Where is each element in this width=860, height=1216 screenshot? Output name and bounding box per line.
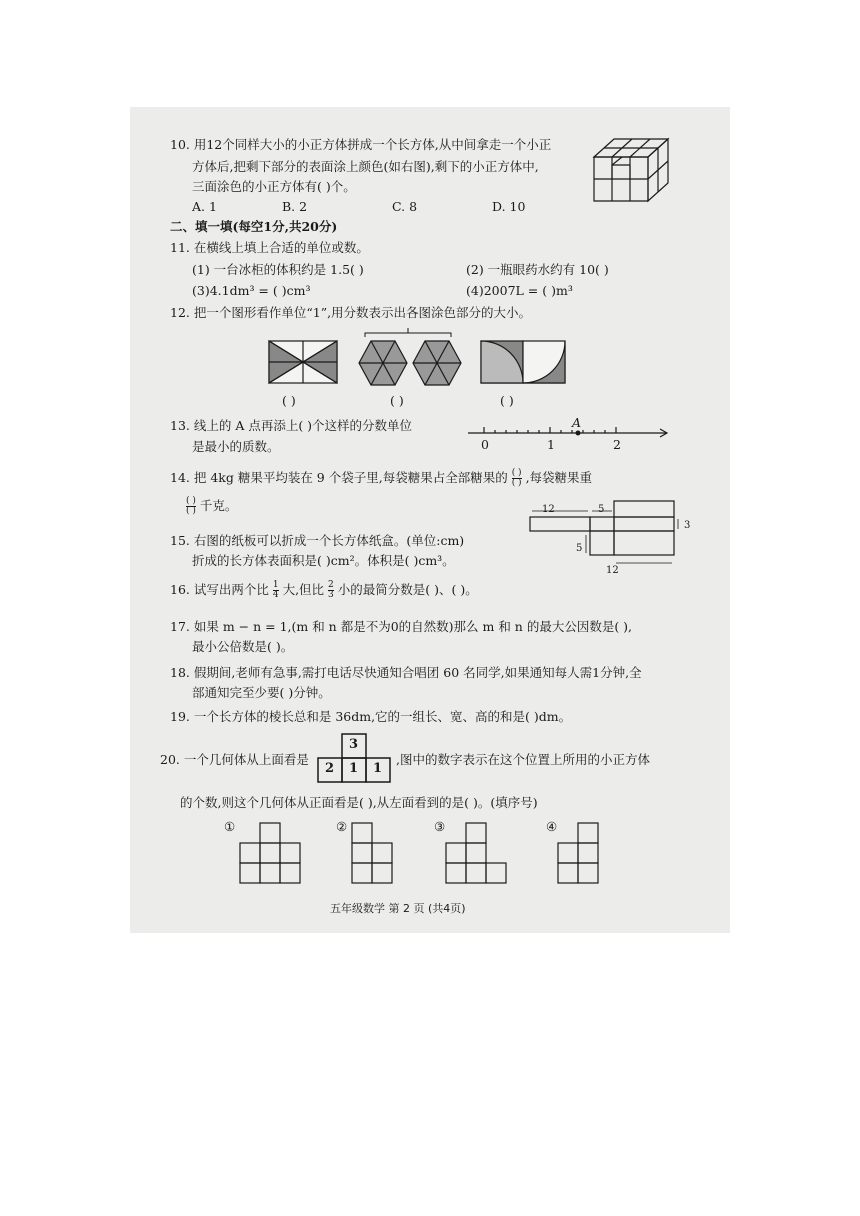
q15-label-12-top: 12: [542, 504, 555, 515]
q17-line1: 17. 如果 m − n = 1,(m 和 n 都是不为0的自然数)那么 m 和 n 的最大公因数是( ),: [170, 619, 633, 634]
q11-item3: (3)4.1dm³ = ( )cm³: [192, 283, 311, 298]
q20-text-a: 20. 一个几何体从上面看是: [160, 752, 309, 767]
q16-fraction-one-quarter: $\frac{1}{4}$: [272, 580, 279, 600]
q16-line: 16. 试写出两个比 $\frac{1}{4}$ 大,但比 $\frac{2}{3}$ 小的最简分数是( )、( )。: [170, 580, 478, 600]
q14-fraction-blank-2: $\frac{( )}{( )}$: [186, 496, 196, 516]
q14-line2-end: 千克。: [199, 498, 238, 513]
page-footer: 五年级数学 第 2 页 (共4页): [330, 902, 466, 915]
q20-grid-3: 3: [349, 737, 359, 752]
q14-fraction-blank-1: $\frac{( )}{( )}$: [511, 468, 522, 488]
q15-label-5-left: 5: [576, 543, 583, 554]
q14-line1-text: 14. 把 4kg 糖果平均装在 9 个袋子里,每袋糖果占全部糖果的: [170, 470, 508, 485]
cuboid-figure: [592, 135, 672, 205]
q19-line1: 19. 一个长方体的棱长总和是 36dm,它的一组长、宽、高的和是( )dm。: [170, 709, 572, 724]
q11-item4: (4)2007L = ( )m³: [466, 283, 573, 298]
section2-title: 二、填一填(每空1分,共20分): [170, 219, 338, 234]
q10-line2: 方体后,把剩下部分的表面涂上颜色(如右图),剩下的小正方体中,: [192, 159, 539, 174]
q10-option-a: A. 1: [192, 199, 217, 214]
q12-blank1: ( ): [282, 393, 296, 408]
q20-option-2-label: ②: [336, 819, 348, 834]
q20-option-3-label: ③: [434, 819, 446, 834]
q20-text-b: ,图中的数字表示在这个位置上所用的小正方体: [396, 752, 650, 767]
q15-label-12-bottom: 12: [606, 565, 619, 576]
q11-item1: (1) 一台冰柜的体积约是 1.5( ): [192, 262, 364, 277]
q15-label-5-top: 5: [598, 504, 605, 515]
q13-line1: 13. 线上的 A 点再添上( )个这样的分数单位: [170, 418, 413, 433]
q20-option-1-figure: [240, 821, 302, 885]
q15-label-3: 3: [684, 520, 691, 531]
q12-blank3: ( ): [500, 393, 514, 408]
q11-stem: 11. 在横线上填上合适的单位或数。: [170, 240, 369, 255]
q20-grid-1b: 1: [373, 761, 383, 776]
q12-figures: [267, 331, 577, 391]
q13-axis-1: 1: [547, 437, 555, 452]
q17-line2: 最小公倍数是( )。: [192, 639, 294, 654]
q10-option-c: C. 8: [392, 199, 418, 214]
q13-axis-a: A: [572, 415, 582, 430]
q20-option-4-figure: [558, 821, 602, 885]
q12-blank2: ( ): [390, 393, 404, 408]
q18-line2: 部通知完至少要( )分钟。: [192, 685, 331, 700]
q11-item2: (2) 一瓶眼药水约有 10( ): [466, 262, 609, 277]
q20-grid-2: 2: [325, 761, 335, 776]
q15-line2: 折成的长方体表面积是( )cm²。体积是( )cm³。: [192, 553, 455, 568]
q14-line2: [186, 497, 237, 516]
q13-axis-0: 0: [481, 437, 489, 452]
q10-option-d: D. 10: [492, 199, 526, 214]
q13-number-line: [466, 421, 676, 451]
q20-option-3-figure: [446, 821, 508, 885]
q16-fraction-two-thirds: $\frac{2}{3}$: [328, 580, 334, 600]
q13-axis-2: 2: [613, 437, 621, 452]
q13-line2: 是最小的质数。: [192, 439, 280, 454]
q20-option-1-label: ①: [224, 819, 236, 834]
q20-option-2-figure: [350, 821, 394, 885]
q15-line1: 15. 右图的纸板可以折成一个长方体纸盒。(单位:cm): [170, 533, 465, 548]
q14-line1: [170, 469, 592, 488]
exam-page: [130, 107, 730, 933]
q10-line3: 三面涂色的小正方体有( )个。: [192, 179, 356, 194]
q10-line1: 10. 用12个同样大小的小正方体拼成一个长方体,从中间拿走一个小正: [170, 137, 552, 152]
q20-line2: 的个数,则这个几何体从正面看是( ),从左面看到的是( )。(填序号): [180, 795, 538, 810]
q12-stem: 12. 把一个图形看作单位“1”,用分数表示出各图涂色部分的大小。: [170, 305, 532, 320]
q18-line1: 18. 假期间,老师有急事,需打电话尽快通知合唱团 60 名同学,如果通知每人需1分钟,全: [170, 665, 642, 680]
q20-grid-1a: 1: [349, 761, 359, 776]
q14-line1-end: ,每袋糖果重: [525, 470, 593, 485]
q10-option-b: B. 2: [282, 199, 308, 214]
q20-option-4-label: ④: [546, 819, 558, 834]
